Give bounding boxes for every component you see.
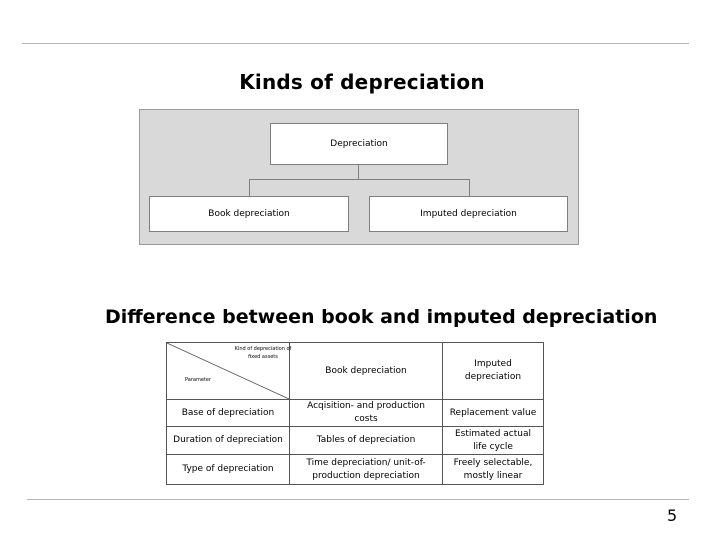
book-cell: Acqisition- and production costs <box>290 400 443 427</box>
bottom-divider <box>27 499 689 500</box>
connector-bar <box>249 179 470 180</box>
connector-right <box>469 179 470 196</box>
book-cell: Tables of depreciation <box>290 427 443 455</box>
corner-top-label: Kind of depreciation of fixed assets <box>234 346 292 360</box>
corner-cell <box>167 343 290 400</box>
imputed-cell: Replacement value <box>443 400 544 427</box>
page-number: 5 <box>667 506 678 525</box>
comparison-table <box>166 342 544 485</box>
table-row <box>167 400 544 427</box>
corner-bottom-label: Parameter <box>185 377 212 383</box>
book-depreciation-box: Book depreciation <box>149 196 349 232</box>
table-row <box>167 427 544 455</box>
comparison-title: Difference between book and imputed depreciation <box>105 306 658 328</box>
row-label: Type of depreciation <box>167 455 290 485</box>
column-header: Book depreciation <box>290 343 443 400</box>
depreciation-box: Depreciation <box>270 123 448 165</box>
diagram-title: Kinds of depreciation <box>239 70 485 94</box>
book-cell: Time depreciation/ unit-of-production depreciation <box>290 455 443 485</box>
connector-left <box>249 179 250 196</box>
top-divider <box>22 43 689 44</box>
table-row <box>167 455 544 485</box>
imputed-cell: Freely selectable, mostly linear <box>443 455 544 485</box>
column-header: Imputed depreciation <box>443 343 544 400</box>
imputed-cell: Estimated actual life cycle <box>443 427 544 455</box>
connector-stem <box>358 165 359 180</box>
imputed-depreciation-box: Imputed depreciation <box>369 196 568 232</box>
row-label: Base of depreciation <box>167 400 290 427</box>
row-label: Duration of depreciation <box>167 427 290 455</box>
table-header-row <box>167 343 544 400</box>
